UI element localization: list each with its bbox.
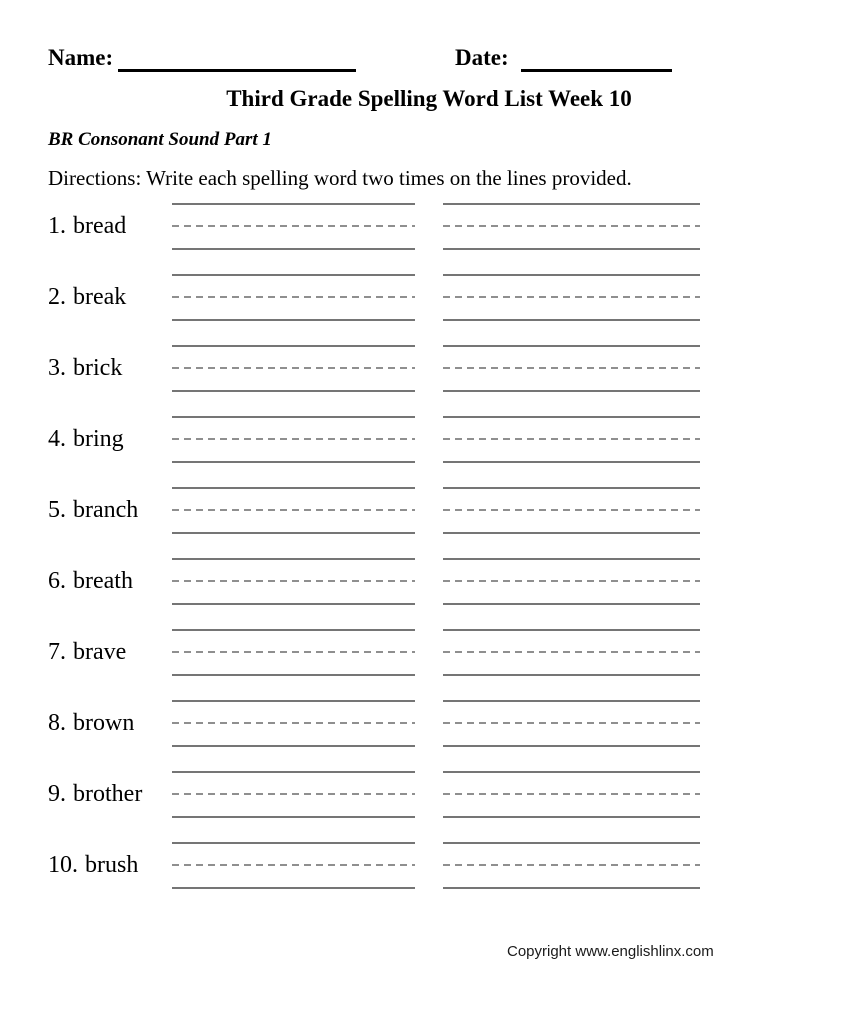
word-number: 10.	[48, 852, 78, 878]
writing-lines-column-1	[172, 771, 415, 818]
word-number: 1.	[48, 213, 66, 239]
writing-line-solid-bottom	[443, 745, 700, 747]
writing-line-solid-bottom	[172, 745, 415, 747]
writing-lines-column-1	[172, 416, 415, 463]
writing-line-solid-bottom	[443, 603, 700, 605]
writing-line-solid-top	[443, 771, 700, 773]
writing-line-dashed-middle	[443, 580, 700, 582]
writing-line-solid-top	[172, 487, 415, 489]
writing-lines-column-1	[172, 274, 415, 321]
name-label: Name:	[48, 45, 114, 70]
word-number: 2.	[48, 284, 66, 310]
word-row	[0, 203, 858, 250]
writing-line-dashed-middle	[443, 509, 700, 511]
writing-lines-column-2	[443, 416, 700, 463]
writing-lines-column-2	[443, 842, 700, 889]
writing-line-solid-bottom	[443, 816, 700, 818]
writing-line-dashed-middle	[172, 509, 415, 511]
word-label	[48, 842, 170, 889]
word-label	[48, 558, 170, 605]
writing-line-solid-top	[443, 842, 700, 844]
directions-text: Directions: Write each spelling word two times on the lines provided.	[48, 166, 632, 190]
writing-line-solid-top	[172, 629, 415, 631]
writing-line-solid-top	[443, 558, 700, 560]
writing-line-dashed-middle	[172, 225, 415, 227]
writing-line-dashed-middle	[172, 367, 415, 369]
writing-line-dashed-middle	[172, 722, 415, 724]
word-label	[48, 487, 170, 534]
word-label	[48, 203, 170, 250]
writing-line-solid-bottom	[443, 887, 700, 889]
word-number: 3.	[48, 355, 66, 381]
writing-line-dashed-middle	[172, 438, 415, 440]
writing-lines-column-2	[443, 629, 700, 676]
writing-line-solid-bottom	[443, 461, 700, 463]
writing-line-solid-bottom	[172, 390, 415, 392]
writing-line-dashed-middle	[172, 296, 415, 298]
writing-line-solid-bottom	[172, 816, 415, 818]
writing-line-solid-top	[443, 629, 700, 631]
writing-line-solid-bottom	[443, 674, 700, 676]
writing-line-solid-bottom	[172, 603, 415, 605]
writing-line-solid-bottom	[172, 461, 415, 463]
word-label	[48, 416, 170, 463]
word-number: 8.	[48, 710, 66, 736]
word-row	[0, 771, 858, 818]
date-label: Date:	[455, 45, 509, 70]
word-text: brave	[73, 639, 127, 665]
word-row	[0, 345, 858, 392]
writing-lines-column-2	[443, 771, 700, 818]
writing-line-solid-top	[443, 487, 700, 489]
writing-lines-column-2	[443, 700, 700, 747]
writing-lines-column-1	[172, 700, 415, 747]
writing-line-solid-top	[172, 203, 415, 205]
word-label	[48, 629, 170, 676]
writing-line-dashed-middle	[443, 296, 700, 298]
word-row	[0, 558, 858, 605]
word-number: 9.	[48, 781, 66, 807]
writing-line-solid-bottom	[443, 319, 700, 321]
writing-line-solid-top	[172, 416, 415, 418]
date-blank-line	[521, 47, 672, 72]
writing-lines-column-1	[172, 558, 415, 605]
word-rows	[0, 203, 858, 913]
page-title: Third Grade Spelling Word List Week 10	[226, 86, 632, 111]
word-text: branch	[73, 497, 139, 523]
writing-line-solid-bottom	[172, 887, 415, 889]
writing-line-dashed-middle	[443, 438, 700, 440]
writing-line-solid-top	[443, 274, 700, 276]
writing-lines-column-2	[443, 345, 700, 392]
word-row	[0, 274, 858, 321]
writing-line-solid-top	[172, 842, 415, 844]
writing-line-dashed-middle	[172, 651, 415, 653]
writing-lines-column-2	[443, 558, 700, 605]
writing-line-solid-bottom	[172, 248, 415, 250]
writing-line-solid-top	[172, 700, 415, 702]
writing-line-dashed-middle	[172, 864, 415, 866]
writing-lines-column-2	[443, 203, 700, 250]
writing-line-dashed-middle	[443, 793, 700, 795]
word-text: brother	[73, 781, 143, 807]
writing-line-dashed-middle	[443, 864, 700, 866]
word-label	[48, 771, 170, 818]
writing-line-solid-bottom	[443, 390, 700, 392]
word-number: 4.	[48, 426, 66, 452]
word-text: bring	[73, 426, 124, 452]
writing-line-solid-top	[172, 771, 415, 773]
word-row	[0, 416, 858, 463]
word-label	[48, 345, 170, 392]
writing-lines-column-1	[172, 345, 415, 392]
writing-line-dashed-middle	[443, 722, 700, 724]
writing-line-dashed-middle	[443, 225, 700, 227]
word-text: brown	[73, 710, 135, 736]
writing-line-solid-bottom	[443, 248, 700, 250]
writing-lines-column-1	[172, 629, 415, 676]
writing-line-solid-top	[443, 416, 700, 418]
writing-line-solid-top	[443, 700, 700, 702]
word-text: break	[73, 284, 127, 310]
writing-lines-column-1	[172, 203, 415, 250]
writing-line-solid-bottom	[443, 532, 700, 534]
writing-line-solid-bottom	[172, 319, 415, 321]
word-text: breath	[73, 568, 133, 594]
word-number: 6.	[48, 568, 66, 594]
copyright-text: Copyright www.englishlinx.com	[507, 943, 714, 960]
word-text: brick	[73, 355, 123, 381]
writing-line-dashed-middle	[172, 580, 415, 582]
word-label	[48, 274, 170, 321]
writing-line-solid-top	[443, 345, 700, 347]
writing-line-dashed-middle	[443, 367, 700, 369]
word-text: brush	[85, 852, 139, 878]
word-row	[0, 629, 858, 676]
lesson-subtitle: BR Consonant Sound Part 1	[48, 129, 272, 150]
word-row	[0, 842, 858, 889]
writing-line-dashed-middle	[443, 651, 700, 653]
name-blank-line	[118, 47, 356, 72]
writing-line-solid-bottom	[172, 532, 415, 534]
writing-line-dashed-middle	[172, 793, 415, 795]
word-text: bread	[73, 213, 127, 239]
word-number: 7.	[48, 639, 66, 665]
word-number: 5.	[48, 497, 66, 523]
writing-lines-column-1	[172, 842, 415, 889]
word-row	[0, 487, 858, 534]
writing-line-solid-bottom	[172, 674, 415, 676]
writing-lines-column-2	[443, 487, 700, 534]
writing-lines-column-1	[172, 487, 415, 534]
writing-line-solid-top	[172, 558, 415, 560]
writing-line-solid-top	[443, 203, 700, 205]
writing-line-solid-top	[172, 274, 415, 276]
word-row	[0, 700, 858, 747]
writing-line-solid-top	[172, 345, 415, 347]
word-label	[48, 700, 170, 747]
writing-lines-column-2	[443, 274, 700, 321]
